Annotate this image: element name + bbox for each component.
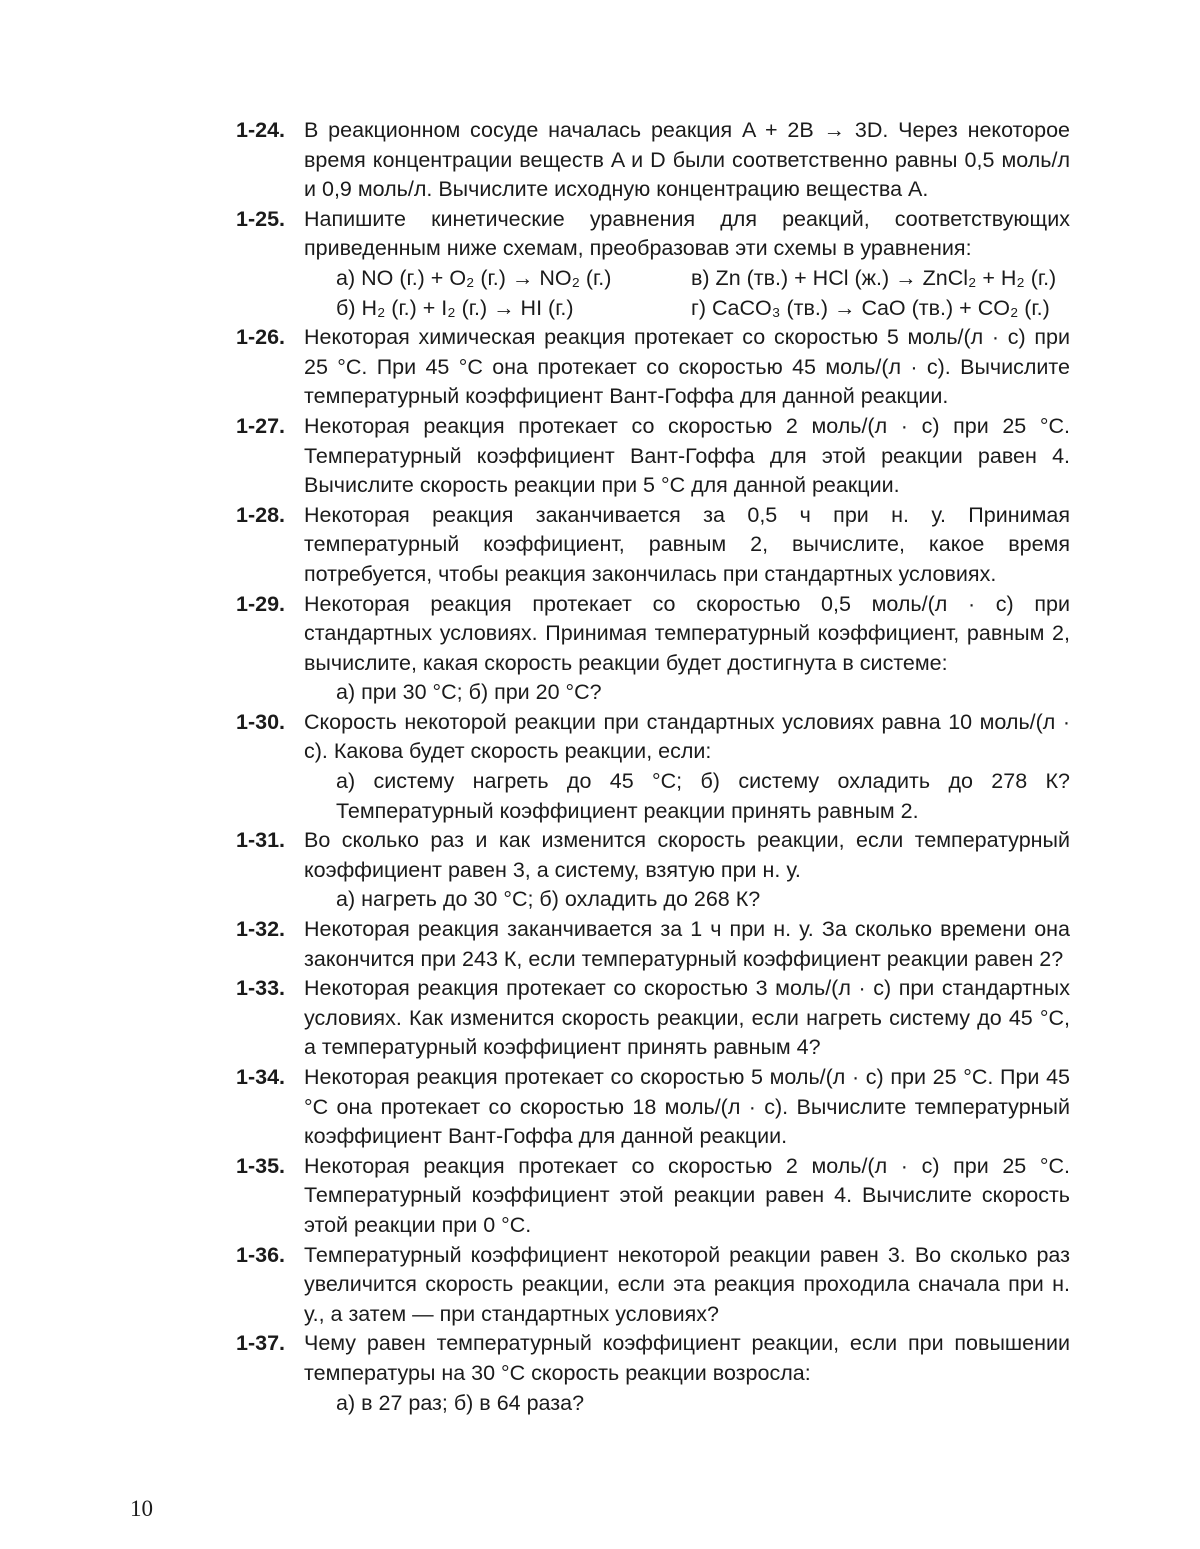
problem-item: [236, 974, 1070, 1063]
problem-body: [304, 412, 1070, 501]
problem-body: [304, 501, 1070, 590]
reaction-schemes: [336, 264, 1070, 323]
problem-subitems: а) при 30 °С; б) при 20 °С?: [336, 680, 602, 705]
problem-text: Некоторая реакция заканчивается за 0,5 ч при н. у. Принимая температурный коэффициент, равным 2, вычислите, какое время потребуется, чтобы реакция закончилась при стандартных условиях.: [304, 502, 1070, 586]
problem-number: 1-30.: [236, 709, 286, 734]
problem-body: [304, 323, 1070, 412]
problem-body: [304, 974, 1070, 1063]
reaction-scheme: б) H₂ (г.) + I₂ (г.) → HI (г.): [336, 295, 574, 320]
problem-number: 1-27.: [236, 413, 286, 438]
problem-number: 1-29.: [236, 591, 286, 616]
problem-number: 1-25.: [236, 206, 286, 231]
problem-text: Некоторая реакция заканчивается за 1 ч при н. у. За сколько времени она закончится при 243 К, если температурный коэффициент реакции равен 2?: [304, 917, 1070, 971]
problem-text: Некоторая реакция протекает со скоростью 2 моль/(л · с) при 25 °С. Температурный коэффициент Вант-Гоффа для этой реакции равен 4. Вычислите скорость реакции при 5 °С для данной реакции.: [304, 413, 1070, 498]
problem-text: Некоторая реакция протекает со скоростью 0,5 моль/(л · с) при стандартных условиях. Принимая температурный коэффициент, равным 2, вычислите, какая скорость реакции будет достигнута в системе:: [304, 591, 1070, 675]
problem-number: 1-24.: [236, 118, 286, 142]
problem-body: [304, 708, 1070, 826]
problem-item: [236, 116, 1070, 205]
reaction-row: [336, 264, 1070, 294]
problem-item: [236, 205, 1070, 323]
problem-text: Некоторая химическая реакция протекает со скоростью 5 моль/(л · с) при 25 °С. При 45 °С она протекает со скоростью 45 моль/(л · с). Вычислите температурный коэффициент Вант-Гоффа для данной реакции.: [304, 325, 1070, 409]
problem-text: Скорость некоторой реакции при стандартных условиях равна 10 моль/(л · с). Какова будет скорость реакции, если:: [304, 709, 1070, 764]
problem-item: [236, 915, 1070, 974]
problem-item: [236, 1329, 1070, 1418]
problem-subitems: а) систему нагреть до 45 °С; б) систему охладить до 278 К? Температурный коэффициент реакции принять равным 2.: [336, 769, 1070, 823]
problem-number: 1-33.: [236, 976, 286, 1001]
problem-text: Напишите кинетические уравнения для реакций, соответствующих приведенным ниже схемам, преобразовав эти схемы в уравнения:: [304, 206, 1070, 261]
problem-body: [304, 205, 1070, 323]
problem-text: Некоторая реакция протекает со скоростью 3 моль/(л · с) при стандартных условиях. Как изменится скорость реакции, если нагреть систему до 45 °С, а температурный коэффициент принять равным 4?: [304, 976, 1070, 1060]
page-number: 10: [130, 1496, 153, 1521]
reaction-scheme: в) Zn (тв.) + HCl (ж.) → ZnCl₂ + H₂ (г.): [691, 265, 1057, 290]
problem-number: 1-37.: [236, 1331, 286, 1356]
reaction-scheme: а) NO (г.) + O₂ (г.) → NO₂ (г.): [336, 265, 612, 290]
problem-body: [304, 826, 1070, 915]
problem-text: Во сколько раз и как изменится скорость реакции, если температурный коэффициент равен 3, а систему, взятую при н. у.: [304, 828, 1070, 882]
reaction-row: [336, 294, 1070, 324]
problem-item: [236, 1152, 1070, 1241]
problem-item: [236, 412, 1070, 501]
problem-item: [236, 501, 1070, 590]
problem-list: [236, 116, 1070, 1418]
problem-item: [236, 1063, 1070, 1152]
problem-number: 1-31.: [236, 828, 286, 853]
problem-text: В реакционном сосуде началась реакция A + 2B → 3D. Через некоторое время концентрации веществ A и D были соответственно равны 0,5 моль/л и 0,9 моль/л. Вычислите исходную концентрацию вещества A.: [304, 118, 1070, 202]
problem-text: Чему равен температурный коэффициент реакции, если при повышении температуры на 30 °С скорость реакции возросла:: [304, 1331, 1070, 1385]
problem-subitems: а) в 27 раз; б) в 64 раза?: [336, 1390, 585, 1415]
problem-text: Некоторая реакция протекает со скоростью 2 моль/(л · с) при 25 °С. Температурный коэффициент этой реакции равен 4. Вычислите скорость этой реакции при 0 °С.: [304, 1153, 1070, 1237]
problem-text: Температурный коэффициент некоторой реакции равен 3. Во сколько раз увеличится скорость реакции, если эта реакция проходила сначала при н. у., а затем — при стандартных условиях?: [304, 1242, 1070, 1326]
problem-body: [304, 590, 1070, 708]
problem-number: 1-36.: [236, 1242, 286, 1267]
problem-subitems: а) нагреть до 30 °С; б) охладить до 268 К?: [336, 887, 761, 912]
problem-body: [304, 1241, 1070, 1330]
problem-item: [236, 323, 1070, 412]
problem-item: [236, 1241, 1070, 1330]
problem-number: 1-35.: [236, 1153, 286, 1178]
problem-body: [304, 915, 1070, 974]
problem-body: [304, 1152, 1070, 1241]
problem-number: 1-28.: [236, 502, 286, 527]
problem-item: [236, 708, 1070, 826]
reaction-scheme: г) CaCO₃ (тв.) → CaO (тв.) + CO₂ (г.): [691, 295, 1050, 320]
problem-body: [304, 1063, 1070, 1152]
problem-body: [304, 116, 1070, 205]
problem-number: 1-34.: [236, 1065, 286, 1089]
problem-text: Некоторая реакция протекает со скоростью 5 моль/(л · с) при 25 °С. При 45 °С она протекает со скоростью 18 моль/(л · с). Вычислите температурный коэффициент Вант-Гоффа для данной реакции.: [304, 1065, 1070, 1149]
problem-number: 1-26.: [236, 325, 286, 350]
problem-body: [304, 1329, 1070, 1418]
problem-item: [236, 590, 1070, 708]
problem-item: [236, 826, 1070, 915]
problem-number: 1-32.: [236, 917, 286, 942]
